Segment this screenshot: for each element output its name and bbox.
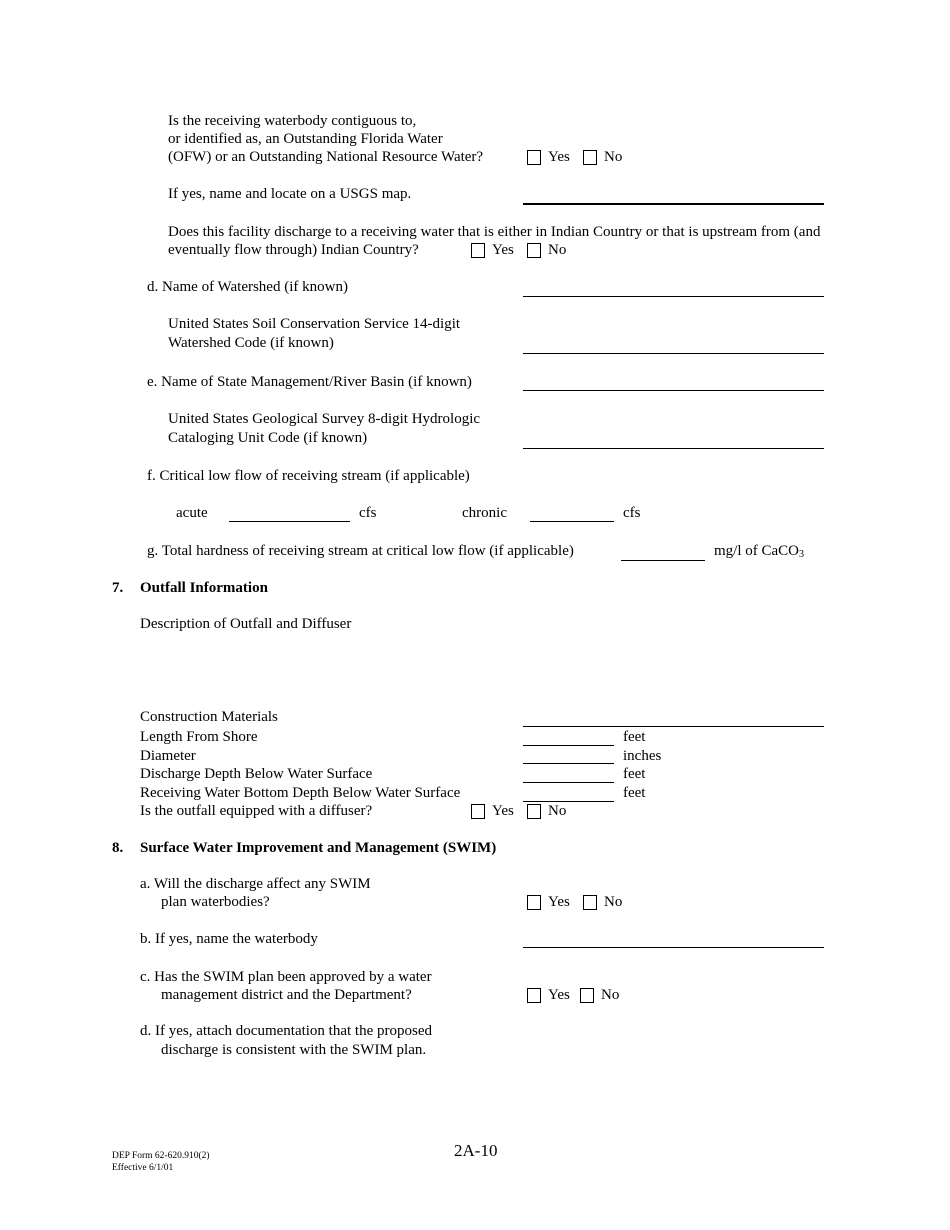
chronic-unit: cfs bbox=[623, 505, 641, 521]
diffuser-yes-checkbox[interactable] bbox=[471, 804, 485, 819]
indian-country-yes-label: Yes bbox=[492, 242, 514, 258]
swim-c-line2: management district and the Department? bbox=[161, 987, 412, 1003]
hydrologic-code-line1: United States Geological Survey 8-digit Hydrologic bbox=[168, 411, 481, 427]
swim-waterbody-field[interactable] bbox=[523, 947, 824, 948]
diffuser-question: Is the outfall equipped with a diffuser? bbox=[140, 803, 373, 819]
swim-a-line1: a. Will the discharge affect any SWIM bbox=[140, 876, 371, 892]
swim-d-line1: d. If yes, attach documentation that the proposed bbox=[140, 1023, 432, 1039]
diffuser-no-label: No bbox=[548, 803, 567, 819]
diameter-unit: inches bbox=[623, 748, 662, 764]
watershed-name-label: d. Name of Watershed (if known) bbox=[147, 279, 348, 295]
footer-effective-date: Effective 6/1/01 bbox=[112, 1163, 174, 1173]
swim-c-no-checkbox[interactable] bbox=[580, 988, 594, 1003]
ofw-no-label: No bbox=[604, 149, 623, 165]
critical-low-flow-label: f. Critical low flow of receiving stream (if applicable) bbox=[147, 468, 470, 484]
watershed-name-field[interactable] bbox=[523, 296, 824, 297]
swim-a-no-label: No bbox=[604, 894, 623, 910]
diffuser-yes-label: Yes bbox=[492, 803, 514, 819]
chronic-field[interactable] bbox=[530, 521, 614, 522]
swim-c-no-label: No bbox=[601, 987, 620, 1003]
river-basin-field[interactable] bbox=[523, 390, 824, 391]
ofw-yes-label: Yes bbox=[548, 149, 570, 165]
ofw-question-line1: Is the receiving waterbody contiguous to, bbox=[168, 113, 417, 129]
chronic-label: chronic bbox=[462, 505, 507, 521]
swim-c-yes-checkbox[interactable] bbox=[527, 988, 541, 1003]
swim-d-line2: discharge is consistent with the SWIM plan. bbox=[161, 1042, 427, 1058]
page-number: 2A-10 bbox=[454, 1141, 498, 1160]
ofw-name-prompt: If yes, name and locate on a USGS map. bbox=[168, 186, 412, 202]
bottom-depth-field[interactable] bbox=[523, 801, 614, 802]
swim-c-line1: c. Has the SWIM plan been approved by a water bbox=[140, 969, 432, 985]
watershed-code-line2: Watershed Code (if known) bbox=[168, 335, 334, 351]
footer-form-id: DEP Form 62-620.910(2) bbox=[112, 1151, 210, 1161]
hydrologic-code-line2: Cataloging Unit Code (if known) bbox=[168, 430, 368, 446]
discharge-depth-field[interactable] bbox=[523, 782, 614, 783]
diameter-field[interactable] bbox=[523, 763, 614, 764]
acute-field[interactable] bbox=[229, 521, 350, 522]
discharge-depth-label: Discharge Depth Below Water Surface bbox=[140, 766, 373, 782]
swim-a-yes-label: Yes bbox=[548, 894, 570, 910]
acute-unit: cfs bbox=[359, 505, 377, 521]
indian-country-yes-checkbox[interactable] bbox=[471, 243, 485, 258]
bottom-depth-label: Receiving Water Bottom Depth Below Water Surface bbox=[140, 785, 461, 801]
acute-label: acute bbox=[176, 505, 208, 521]
length-from-shore-field[interactable] bbox=[523, 745, 614, 746]
ofw-name-field[interactable] bbox=[523, 203, 824, 205]
swim-a-no-checkbox[interactable] bbox=[583, 895, 597, 910]
swim-c-yes-label: Yes bbox=[548, 987, 570, 1003]
bottom-depth-unit: feet bbox=[623, 785, 646, 801]
construction-materials-field[interactable] bbox=[523, 726, 824, 727]
length-from-shore-label: Length From Shore bbox=[140, 729, 258, 745]
ofw-yes-checkbox[interactable] bbox=[527, 150, 541, 165]
river-basin-label: e. Name of State Management/River Basin (if known) bbox=[147, 374, 472, 390]
swim-b-label: b. If yes, name the waterbody bbox=[140, 931, 318, 947]
ofw-question-line2: or identified as, an Outstanding Florida Water bbox=[168, 131, 443, 147]
hardness-field[interactable] bbox=[621, 560, 705, 561]
hardness-unit: mg/l of CaCO$_3$ bbox=[714, 543, 804, 560]
section7-number: 7. bbox=[112, 580, 124, 596]
outfall-description-label: Description of Outfall and Diffuser bbox=[140, 616, 352, 632]
indian-country-no-checkbox[interactable] bbox=[527, 243, 541, 258]
diameter-label: Diameter bbox=[140, 748, 196, 764]
hydrologic-code-field[interactable] bbox=[523, 448, 824, 449]
length-from-shore-unit: feet bbox=[623, 729, 646, 745]
discharge-depth-unit: feet bbox=[623, 766, 646, 782]
ofw-question-line3: (OFW) or an Outstanding National Resource Water? bbox=[168, 149, 484, 165]
swim-a-line2: plan waterbodies? bbox=[161, 894, 270, 910]
section8-title: Surface Water Improvement and Management (SWIM) bbox=[140, 840, 497, 856]
ofw-no-checkbox[interactable] bbox=[583, 150, 597, 165]
watershed-code-field[interactable] bbox=[523, 353, 824, 354]
indian-country-no-label: No bbox=[548, 242, 567, 258]
watershed-code-line1: United States Soil Conservation Service 14-digit bbox=[168, 316, 461, 332]
hardness-label: g. Total hardness of receiving stream at critical low flow (if applicable) bbox=[147, 543, 574, 559]
indian-country-line2: eventually flow through) Indian Country? bbox=[168, 242, 419, 258]
indian-country-line1: Does this facility discharge to a receiving water that is either in Indian Country or that is upstream from (and bbox=[168, 224, 821, 240]
section8-number: 8. bbox=[112, 840, 124, 856]
diffuser-no-checkbox[interactable] bbox=[527, 804, 541, 819]
construction-materials-label: Construction Materials bbox=[140, 709, 278, 725]
swim-a-yes-checkbox[interactable] bbox=[527, 895, 541, 910]
section7-title: Outfall Information bbox=[140, 580, 268, 596]
